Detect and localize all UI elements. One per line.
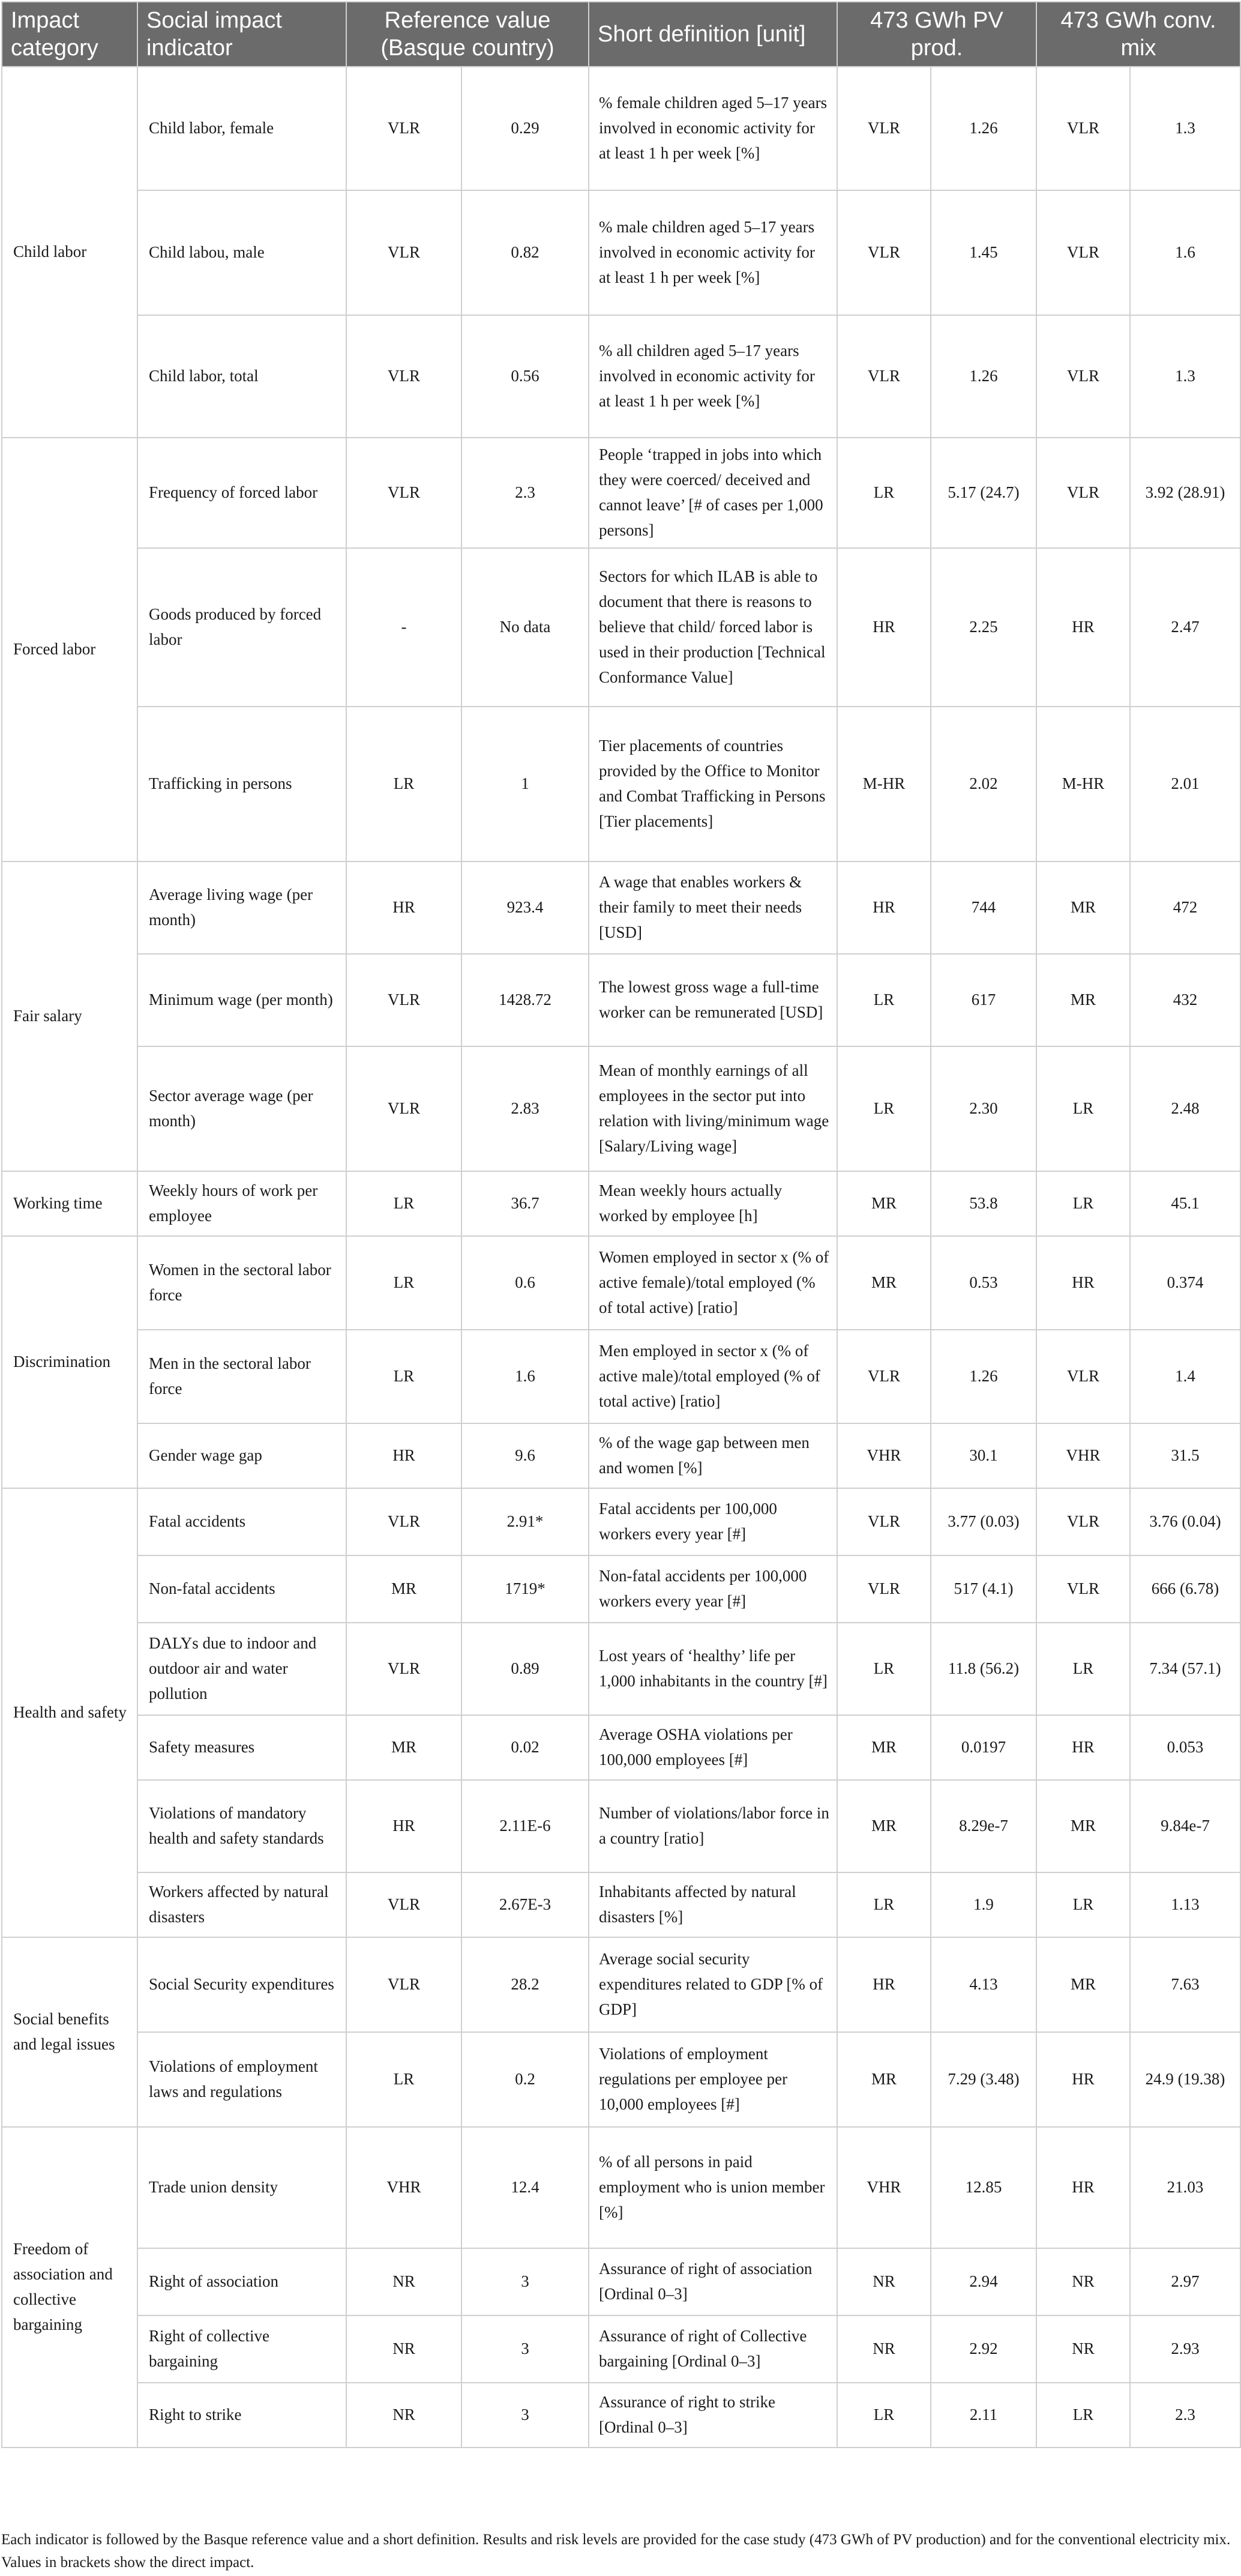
header-reference-value: Reference value (Basque country) [346,2,589,67]
conv-value-cell: 7.34 (57.1) [1130,1623,1240,1715]
pv-risk-cell: VHR [837,1423,931,1488]
pv-value-cell: 1.45 [931,190,1036,315]
definition-cell: % female children aged 5–17 years involved in economic activity for at least 1 h per week [%] [589,67,837,190]
table-row [2,1872,1240,1937]
pv-risk-cell: VLR [837,190,931,315]
pv-value-cell: 8.29e-7 [931,1780,1036,1872]
conv-risk-cell: VLR [1036,315,1130,438]
indicator-cell: Right of collective bargaining [137,2315,346,2383]
reference-value-cell: 2.83 [461,1046,589,1171]
definition-cell: Mean of monthly earnings of all employees in the sector put into relation with living/minimum wage [Salary/Living wage] [589,1046,837,1171]
header-pv-production: 473 GWh PV prod. [837,2,1036,67]
pv-value-cell: 7.29 (3.48) [931,2032,1036,2127]
definition-cell: Violations of employment regulations per employee per 10,000 employees [#] [589,2032,837,2127]
reference-value-cell: 2.3 [461,438,589,548]
definition-cell: % of all persons in paid employment who is union member [%] [589,2127,837,2248]
table-row [2,954,1240,1046]
pv-risk-cell: LR [837,1623,931,1715]
conv-risk-cell: VLR [1036,1488,1130,1555]
definition-cell: Mean weekly hours actually worked by employee [h] [589,1171,837,1236]
conv-value-cell: 1.3 [1130,67,1240,190]
reference-risk-cell: HR [346,1780,461,1872]
pv-value-cell: 2.94 [931,2248,1036,2315]
reference-risk-cell: VLR [346,1046,461,1171]
definition-cell: Average OSHA violations per 100,000 employees [#] [589,1715,837,1780]
table-row [2,1171,1240,1236]
indicator-cell: Workers affected by natural disasters [137,1872,346,1937]
pv-value-cell: 30.1 [931,1423,1036,1488]
indicator-cell: Average living wage (per month) [137,861,346,954]
reference-risk-cell: VLR [346,1623,461,1715]
reference-value-cell: 0.89 [461,1623,589,1715]
conv-risk-cell: VLR [1036,67,1130,190]
reference-value-cell: 923.4 [461,861,589,954]
conv-risk-cell: MR [1036,861,1130,954]
indicator-cell: Child labou, male [137,190,346,315]
pv-risk-cell: MR [837,1780,931,1872]
impact-category-cell: Fair salary [2,861,137,1171]
pv-value-cell: 11.8 (56.2) [931,1623,1036,1715]
reference-value-cell: 0.2 [461,2032,589,2127]
indicator-cell: Trafficking in persons [137,707,346,861]
conv-value-cell: 1.13 [1130,1872,1240,1937]
indicator-cell: Goods produced by forced labor [137,548,346,707]
pv-risk-cell: VLR [837,1555,931,1623]
impact-category-cell: Discrimination [2,1236,137,1488]
indicator-cell: Minimum wage (per month) [137,954,346,1046]
definition-cell: Inhabitants affected by natural disasters [%] [589,1872,837,1937]
conv-value-cell: 24.9 (19.38) [1130,2032,1240,2127]
table-row [2,190,1240,315]
reference-value-cell: 3 [461,2315,589,2383]
definition-cell: % male children aged 5–17 years involved in economic activity for at least 1 h per week [%] [589,190,837,315]
table-row [2,1236,1240,1330]
conv-risk-cell: VLR [1036,190,1130,315]
conv-risk-cell: LR [1036,2383,1130,2448]
conv-risk-cell: HR [1036,548,1130,707]
header-short-definition: Short definition [unit] [589,2,837,67]
pv-value-cell: 2.92 [931,2315,1036,2383]
pv-value-cell: 0.53 [931,1236,1036,1330]
pv-value-cell: 617 [931,954,1036,1046]
indicator-cell: Child labor, female [137,67,346,190]
conv-risk-cell: NR [1036,2248,1130,2315]
definition-cell: Fatal accidents per 100,000 workers every year [#] [589,1488,837,1555]
pv-risk-cell: MR [837,2032,931,2127]
indicator-cell: Right to strike [137,2383,346,2448]
indicator-cell: Frequency of forced labor [137,438,346,548]
pv-value-cell: 4.13 [931,1937,1036,2032]
header-row [2,2,1240,67]
indicator-cell: DALYs due to indoor and outdoor air and water pollution [137,1623,346,1715]
pv-risk-cell: LR [837,1046,931,1171]
reference-risk-cell: NR [346,2383,461,2448]
table-row [2,2032,1240,2127]
indicator-cell: Fatal accidents [137,1488,346,1555]
conv-value-cell: 432 [1130,954,1240,1046]
conv-risk-cell: VLR [1036,438,1130,548]
definition-cell: A wage that enables workers & their family to meet their needs [USD] [589,861,837,954]
reference-value-cell: 3 [461,2383,589,2448]
conv-value-cell: 31.5 [1130,1423,1240,1488]
reference-risk-cell: VLR [346,1488,461,1555]
reference-value-cell: 36.7 [461,1171,589,1236]
conv-value-cell: 666 (6.78) [1130,1555,1240,1623]
conv-value-cell: 7.63 [1130,1937,1240,2032]
impact-category-cell: Child labor [2,67,137,438]
reference-risk-cell: VHR [346,2127,461,2248]
reference-risk-cell: VLR [346,190,461,315]
impact-category-cell: Forced labor [2,438,137,861]
reference-value-cell: 2.91* [461,1488,589,1555]
conv-risk-cell: HR [1036,2127,1130,2248]
pv-value-cell: 1.26 [931,1330,1036,1423]
definition-cell: Assurance of right of Collective bargaining [Ordinal 0–3] [589,2315,837,2383]
pv-value-cell: 0.0197 [931,1715,1036,1780]
conv-risk-cell: MR [1036,954,1130,1046]
conv-risk-cell: LR [1036,1046,1130,1171]
conv-value-cell: 1.3 [1130,315,1240,438]
table-row [2,861,1240,954]
pv-value-cell: 5.17 (24.7) [931,438,1036,548]
reference-risk-cell: NR [346,2315,461,2383]
indicator-cell: Trade union density [137,2127,346,2248]
reference-value-cell: 12.4 [461,2127,589,2248]
pv-value-cell: 1.26 [931,315,1036,438]
reference-risk-cell: VLR [346,67,461,190]
table-row [2,1780,1240,1872]
header-conventional-mix: 473 GWh conv. mix [1036,2,1240,67]
definition-cell: Women employed in sector x (% of active female)/total employed (% of total active) [ratio] [589,1236,837,1330]
pv-value-cell: 3.77 (0.03) [931,1488,1036,1555]
definition-cell: Tier placements of countries provided by the Office to Monitor and Combat Trafficking in Persons [Tier placements] [589,707,837,861]
impact-category-cell: Social benefits and legal issues [2,1937,137,2127]
definition-cell: Number of violations/labor force in a country [ratio] [589,1780,837,1872]
table-row [2,438,1240,548]
conv-value-cell: 2.97 [1130,2248,1240,2315]
table-row [2,2248,1240,2315]
conv-risk-cell: VLR [1036,1330,1130,1423]
pv-value-cell: 2.11 [931,2383,1036,2448]
pv-risk-cell: VLR [837,1488,931,1555]
conv-value-cell: 1.4 [1130,1330,1240,1423]
reference-value-cell: 1428.72 [461,954,589,1046]
reference-risk-cell: MR [346,1555,461,1623]
reference-risk-cell: LR [346,1236,461,1330]
definition-cell: Men employed in sector x (% of active male)/total employed (% of total active) [ratio] [589,1330,837,1423]
pv-risk-cell: LR [837,1872,931,1937]
conv-value-cell: 2.48 [1130,1046,1240,1171]
reference-risk-cell: MR [346,1715,461,1780]
reference-value-cell: 0.02 [461,1715,589,1780]
reference-risk-cell: NR [346,2248,461,2315]
reference-value-cell: 0.82 [461,190,589,315]
conv-risk-cell: LR [1036,1872,1130,1937]
table-row [2,2383,1240,2448]
pv-value-cell: 2.30 [931,1046,1036,1171]
table-row [2,1488,1240,1555]
indicator-cell: Safety measures [137,1715,346,1780]
reference-value-cell: 3 [461,2248,589,2315]
reference-risk-cell: VLR [346,438,461,548]
indicator-cell: Non-fatal accidents [137,1555,346,1623]
definition-cell: Sectors for which ILAB is able to document that there is reasons to believe that child/ forced labor is used in their production [Technical Conformance Value] [589,548,837,707]
table-row [2,67,1240,190]
reference-risk-cell: LR [346,2032,461,2127]
reference-risk-cell: HR [346,861,461,954]
table-row [2,1715,1240,1780]
reference-risk-cell: VLR [346,1937,461,2032]
table-row [2,707,1240,861]
conv-risk-cell: MR [1036,1937,1130,2032]
definition-cell: People ‘trapped in jobs into which they were coerced/ deceived and cannot leave’ [# of cases per 1,000 persons] [589,438,837,548]
pv-risk-cell: LR [837,954,931,1046]
table-row [2,1423,1240,1488]
reference-value-cell: 0.56 [461,315,589,438]
indicator-cell: Social Security expenditures [137,1937,346,2032]
indicator-cell: Child labor, total [137,315,346,438]
table-row [2,1555,1240,1623]
pv-risk-cell: MR [837,1171,931,1236]
pv-value-cell: 1.9 [931,1872,1036,1937]
conv-value-cell: 0.053 [1130,1715,1240,1780]
pv-risk-cell: VHR [837,2127,931,2248]
reference-value-cell: 2.67E-3 [461,1872,589,1937]
pv-value-cell: 2.25 [931,548,1036,707]
reference-value-cell: 28.2 [461,1937,589,2032]
pv-risk-cell: NR [837,2315,931,2383]
impact-category-cell: Health and safety [2,1488,137,1937]
pv-risk-cell: LR [837,2383,931,2448]
conv-risk-cell: M-HR [1036,707,1130,861]
pv-value-cell: 2.02 [931,707,1036,861]
pv-risk-cell: HR [837,548,931,707]
conv-value-cell: 9.84e-7 [1130,1780,1240,1872]
conv-risk-cell: VHR [1036,1423,1130,1488]
table-row [2,2127,1240,2248]
definition-cell: % all children aged 5–17 years involved in economic activity for at least 1 h per week [%] [589,315,837,438]
pv-value-cell: 517 (4.1) [931,1555,1036,1623]
impact-category-cell: Working time [2,1171,137,1236]
conv-value-cell: 0.374 [1130,1236,1240,1330]
reference-risk-cell: VLR [346,315,461,438]
pv-value-cell: 53.8 [931,1171,1036,1236]
indicator-cell: Men in the sectoral labor force [137,1330,346,1423]
pv-risk-cell: VLR [837,1330,931,1423]
table-row [2,1330,1240,1423]
definition-cell: Assurance of right of association [Ordinal 0–3] [589,2248,837,2315]
pv-risk-cell: MR [837,1236,931,1330]
table-row [2,1623,1240,1715]
conv-risk-cell: HR [1036,1715,1130,1780]
definition-cell: Assurance of right to strike [Ordinal 0–3] [589,2383,837,2448]
indicator-cell: Sector average wage (per month) [137,1046,346,1171]
reference-risk-cell: HR [346,1423,461,1488]
indicator-cell: Weekly hours of work per employee [137,1171,346,1236]
conv-value-cell: 2.01 [1130,707,1240,861]
conv-value-cell: 21.03 [1130,2127,1240,2248]
reference-risk-cell: LR [346,1330,461,1423]
reference-value-cell: 1719* [461,1555,589,1623]
definition-cell: Lost years of ‘healthy’ life per 1,000 inhabitants in the country [#] [589,1623,837,1715]
table-row [2,548,1240,707]
reference-value-cell: 0.6 [461,1236,589,1330]
indicator-cell: Women in the sectoral labor force [137,1236,346,1330]
conv-value-cell: 2.93 [1130,2315,1240,2383]
conv-value-cell: 3.92 (28.91) [1130,438,1240,548]
impact-category-cell: Freedom of association and collective bargaining [2,2127,137,2448]
conv-risk-cell: LR [1036,1171,1130,1236]
conv-value-cell: 472 [1130,861,1240,954]
reference-risk-cell: VLR [346,954,461,1046]
reference-risk-cell: LR [346,707,461,861]
definition-cell: The lowest gross wage a full-time worker can be remunerated [USD] [589,954,837,1046]
indicator-cell: Violations of mandatory health and safety standards [137,1780,346,1872]
reference-value-cell: 1.6 [461,1330,589,1423]
pv-risk-cell: VLR [837,315,931,438]
definition-cell: % of the wage gap between men and women [%] [589,1423,837,1488]
definition-cell: Non-fatal accidents per 100,000 workers every year [#] [589,1555,837,1623]
reference-value-cell: No data [461,548,589,707]
indicator-cell: Gender wage gap [137,1423,346,1488]
pv-risk-cell: HR [837,1937,931,2032]
reference-value-cell: 9.6 [461,1423,589,1488]
conv-risk-cell: HR [1036,1236,1130,1330]
table-row [2,2315,1240,2383]
conv-value-cell: 2.47 [1130,548,1240,707]
reference-risk-cell: - [346,548,461,707]
indicator-cell: Violations of employment laws and regulations [137,2032,346,2127]
table-row [2,315,1240,438]
pv-value-cell: 1.26 [931,67,1036,190]
pv-risk-cell: MR [837,1715,931,1780]
reference-value-cell: 2.11E-6 [461,1780,589,1872]
conv-risk-cell: MR [1036,1780,1130,1872]
pv-risk-cell: NR [837,2248,931,2315]
conv-risk-cell: VLR [1036,1555,1130,1623]
pv-risk-cell: M-HR [837,707,931,861]
reference-risk-cell: LR [346,1171,461,1236]
pv-risk-cell: HR [837,861,931,954]
table-row [2,1937,1240,2032]
conv-value-cell: 1.6 [1130,190,1240,315]
table-body [2,67,1240,2448]
indicator-cell: Right of association [137,2248,346,2315]
header-social-impact-indicator: Social impact indicator [137,2,346,67]
pv-value-cell: 744 [931,861,1036,954]
impact-table [1,1,1241,2448]
pv-risk-cell: VLR [837,67,931,190]
reference-risk-cell: VLR [346,1872,461,1937]
reference-value-cell: 1 [461,707,589,861]
table-footnote: Each indicator is followed by the Basque reference value and a short definition. Results and risk levels are provided for the case study (473 GWh of PV production) and for the conventional electricity mix. Values in brackets show the direct impact. [1,2532,1231,2571]
conv-value-cell: 45.1 [1130,1171,1240,1236]
pv-risk-cell: LR [837,438,931,548]
conv-risk-cell: HR [1036,2032,1130,2127]
pv-value-cell: 12.85 [931,2127,1036,2248]
table-row [2,1046,1240,1171]
header-impact-category: Impact category [2,2,137,67]
conv-value-cell: 2.3 [1130,2383,1240,2448]
reference-value-cell: 0.29 [461,67,589,190]
conv-value-cell: 3.76 (0.04) [1130,1488,1240,1555]
definition-cell: Average social security expenditures related to GDP [% of GDP] [589,1937,837,2032]
conv-risk-cell: NR [1036,2315,1130,2383]
conv-risk-cell: LR [1036,1623,1130,1715]
